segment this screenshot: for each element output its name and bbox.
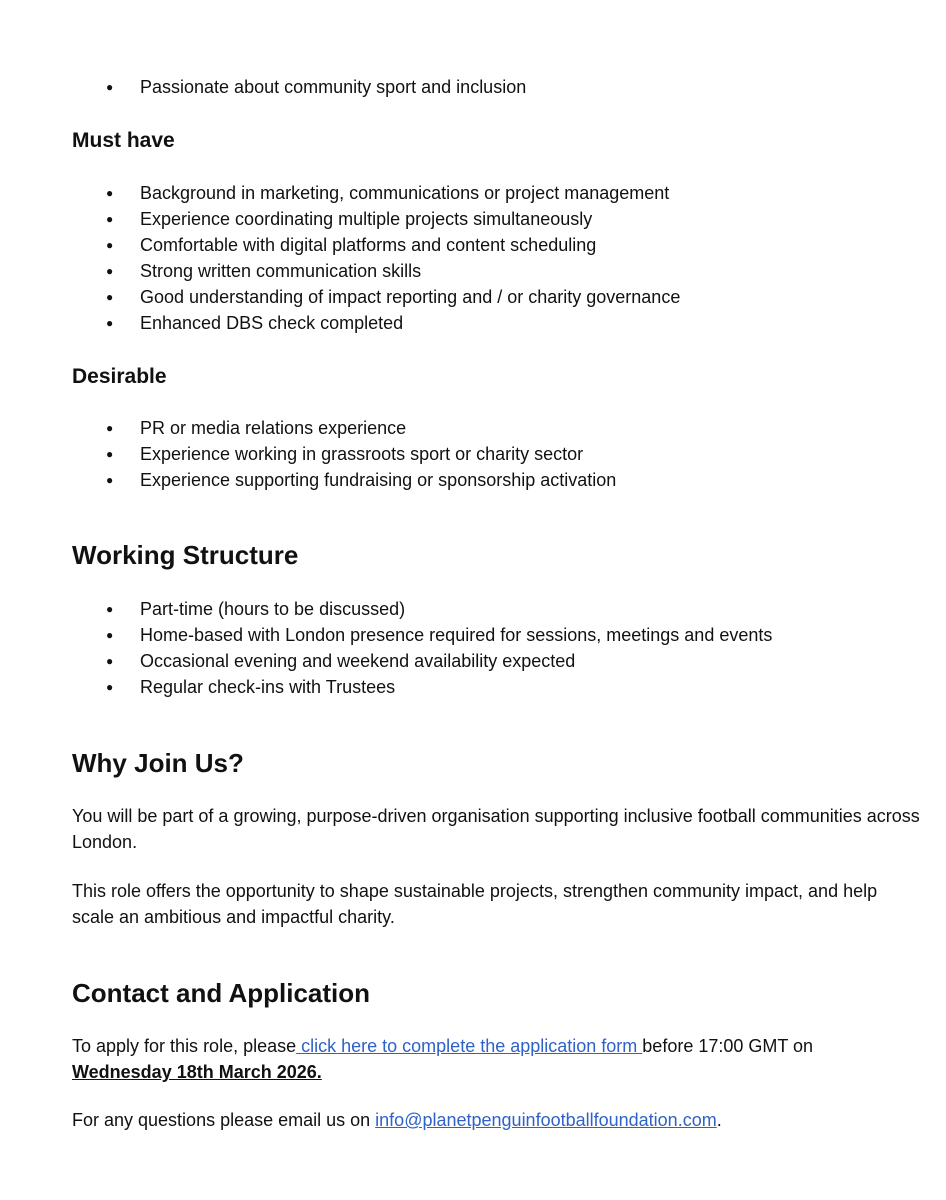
list-item: ● Experience coordinating multiple projects simultaneously	[72, 206, 680, 232]
contact-heading: Contact and Application	[72, 978, 371, 1008]
must-have-list	[72, 180, 680, 336]
list-item: ● Experience working in grassroots sport or charity sector	[72, 441, 616, 467]
list-item: ● Experience supporting fundraising or sponsorship activation	[72, 467, 616, 493]
why-join-paragraph: You will be part of a growing, purpose-driven organisation supporting inclusive football communities across London.	[72, 806, 920, 852]
list-item: ● Occasional evening and weekend availability expected	[72, 648, 772, 674]
apply-prefix: To apply for this role, please	[72, 1036, 297, 1056]
questions-suffix: .	[716, 1110, 722, 1130]
email-link[interactable]: info@planetpenguinfootballfoundation.com	[375, 1110, 717, 1130]
desirable-heading: Desirable	[72, 365, 167, 388]
questions-prefix: For any questions please email us on	[72, 1110, 376, 1130]
apply-suffix: before 17:00 GMT on	[642, 1036, 814, 1056]
list-item: ● Home-based with London presence required for sessions, meetings and events	[72, 622, 772, 648]
working-structure-heading: Working Structure	[72, 540, 299, 570]
must-have-heading: Must have	[72, 129, 175, 152]
questions-paragraph	[72, 1107, 922, 1133]
why-join-heading: Why Join Us?	[72, 748, 244, 778]
application-form-link[interactable]: click here to complete the application form	[296, 1036, 643, 1056]
deadline-date: Wednesday 18th March 2026.	[72, 1062, 322, 1082]
apply-paragraph	[72, 1033, 922, 1085]
desirable-list	[72, 415, 616, 493]
list-item: ● Passionate about community sport and inclusion	[72, 74, 526, 100]
working-structure-list	[72, 596, 772, 700]
list-item: ● PR or media relations experience	[72, 415, 616, 441]
intro-list	[72, 74, 526, 100]
why-join-paragraph: This role offers the opportunity to shape sustainable projects, strengthen community impact, and help scale an ambitious and impactful charity.	[72, 881, 878, 927]
list-item: ● Background in marketing, communications or project management	[72, 180, 680, 206]
list-item: ● Good understanding of impact reporting and / or charity governance	[72, 284, 680, 310]
list-item: ● Strong written communication skills	[72, 258, 680, 284]
list-item: ● Regular check-ins with Trustees	[72, 674, 772, 700]
list-item: ● Enhanced DBS check completed	[72, 310, 680, 336]
list-item: ● Part-time (hours to be discussed)	[72, 596, 772, 622]
list-item: ● Comfortable with digital platforms and content scheduling	[72, 232, 680, 258]
